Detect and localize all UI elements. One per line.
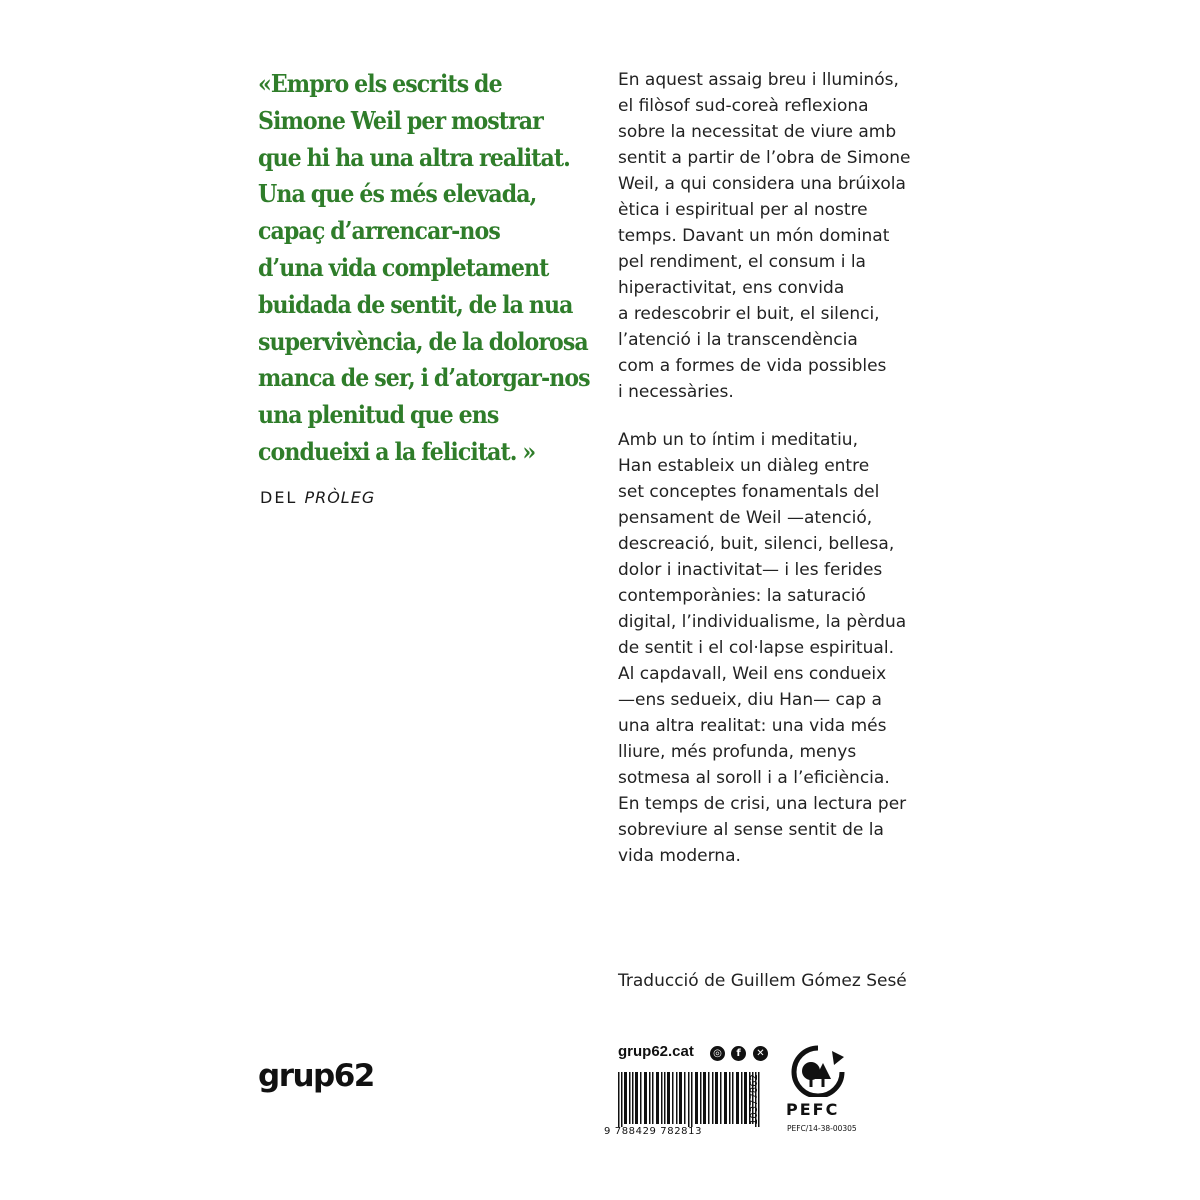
facebook-icon[interactable]: f (731, 1046, 746, 1061)
pull-quote (258, 66, 590, 471)
text-line: ètica i espiritual per al nostre (618, 200, 868, 220)
description-paragraph-1 (618, 67, 958, 405)
text-line: pel rendiment, el consum i la (618, 252, 866, 272)
text-line: l’atenció i la transcendència (618, 330, 858, 350)
text-line: descreació, buit, silenci, bellesa, (618, 534, 895, 554)
instagram-icon[interactable]: ◎ (710, 1046, 725, 1061)
text-line: Weil, a qui considera una brúixola (618, 174, 906, 194)
text-line: i necessàries. (618, 382, 734, 402)
text-line: pensament de Weil —atenció, (618, 508, 873, 528)
quote-line: condueixi a la felicitat. » (258, 436, 536, 466)
publisher-website[interactable]: grup62.cat (618, 1043, 694, 1060)
quote-attribution (260, 488, 375, 507)
publisher-logo: grup62 (258, 1058, 374, 1094)
quote-line: «Empro els escrits de (258, 69, 502, 98)
text-line: sentit a partir de l’obra de Simone (618, 148, 911, 168)
pefc-logo (787, 1045, 849, 1097)
quote-line: manca de ser, i d’atorgar-nos (258, 363, 590, 393)
text-line: En temps de crisi, una lectura per (618, 794, 907, 814)
text-line: una altra realitat: una vida més (618, 716, 887, 736)
text-line: de sentit i el col·lapse espiritual. (618, 638, 894, 658)
text-line: —ens sedueix, diu Han— cap a (618, 690, 882, 710)
quote-line: capaç d’arrencar-nos (258, 216, 500, 246)
quote-line: una plenitud que ens (258, 400, 499, 430)
text-line: digital, l’individualisme, la pèrdua (618, 612, 907, 632)
quote-line: Una que és més elevada, (258, 179, 537, 209)
quote-source-title: PRÒLEG (304, 488, 376, 507)
text-line: vida moderna. (618, 846, 741, 866)
text-line: Al capdavall, Weil ens condueix (618, 664, 887, 684)
quote-line: supervivència, de la dolorosa (258, 326, 588, 356)
text-line: contemporànies: la saturació (618, 586, 866, 606)
text-line: Amb un to íntim i meditatiu, (618, 430, 858, 450)
translator-credit: Traducció de Guillem Gómez Sesé (618, 971, 907, 991)
text-line: a redescobrir el buit, el silenci, (618, 304, 880, 324)
barcode-number: 9 788429 782813 (604, 1126, 703, 1137)
x-icon[interactable]: ✕ (753, 1046, 768, 1061)
quote-source-prefix: DEL (260, 488, 298, 507)
text-line: set conceptes fonamentals del (618, 482, 880, 502)
quote-line: que hi ha una altra realitat. (258, 142, 570, 172)
text-line: Han estableix un diàleg entre (618, 456, 870, 476)
text-line: sobreviure al sense sentit de la (618, 820, 884, 840)
quote-line: Simone Weil per mostrar (258, 105, 543, 135)
text-line: com a formes de vida possibles (618, 356, 887, 376)
text-line: sobre la necessitat de viure amb (618, 122, 897, 142)
quote-line: buidada de sentit, de la nua (258, 289, 573, 319)
text-line: temps. Davant un món dominat (618, 226, 890, 246)
text-line: hiperactivitat, ens convida (618, 278, 845, 298)
pefc-label: PEFC (786, 1100, 840, 1119)
internal-code: 10377862 (749, 1074, 760, 1125)
pefc-code: PEFC/14-38-00305 (787, 1124, 857, 1133)
text-line: sotmesa al soroll i a l’eficiència. (618, 768, 890, 788)
text-line: lliure, més profunda, menys (618, 742, 857, 762)
quote-line: d’una vida completament (258, 252, 549, 282)
description-paragraph-2 (618, 427, 958, 869)
barcode (618, 1072, 768, 1127)
text-line: En aquest assaig breu i lluminós, (618, 70, 899, 90)
text-line: el filòsof sud-coreà reflexiona (618, 96, 869, 116)
text-line: dolor i inactivitat— i les ferides (618, 560, 883, 580)
